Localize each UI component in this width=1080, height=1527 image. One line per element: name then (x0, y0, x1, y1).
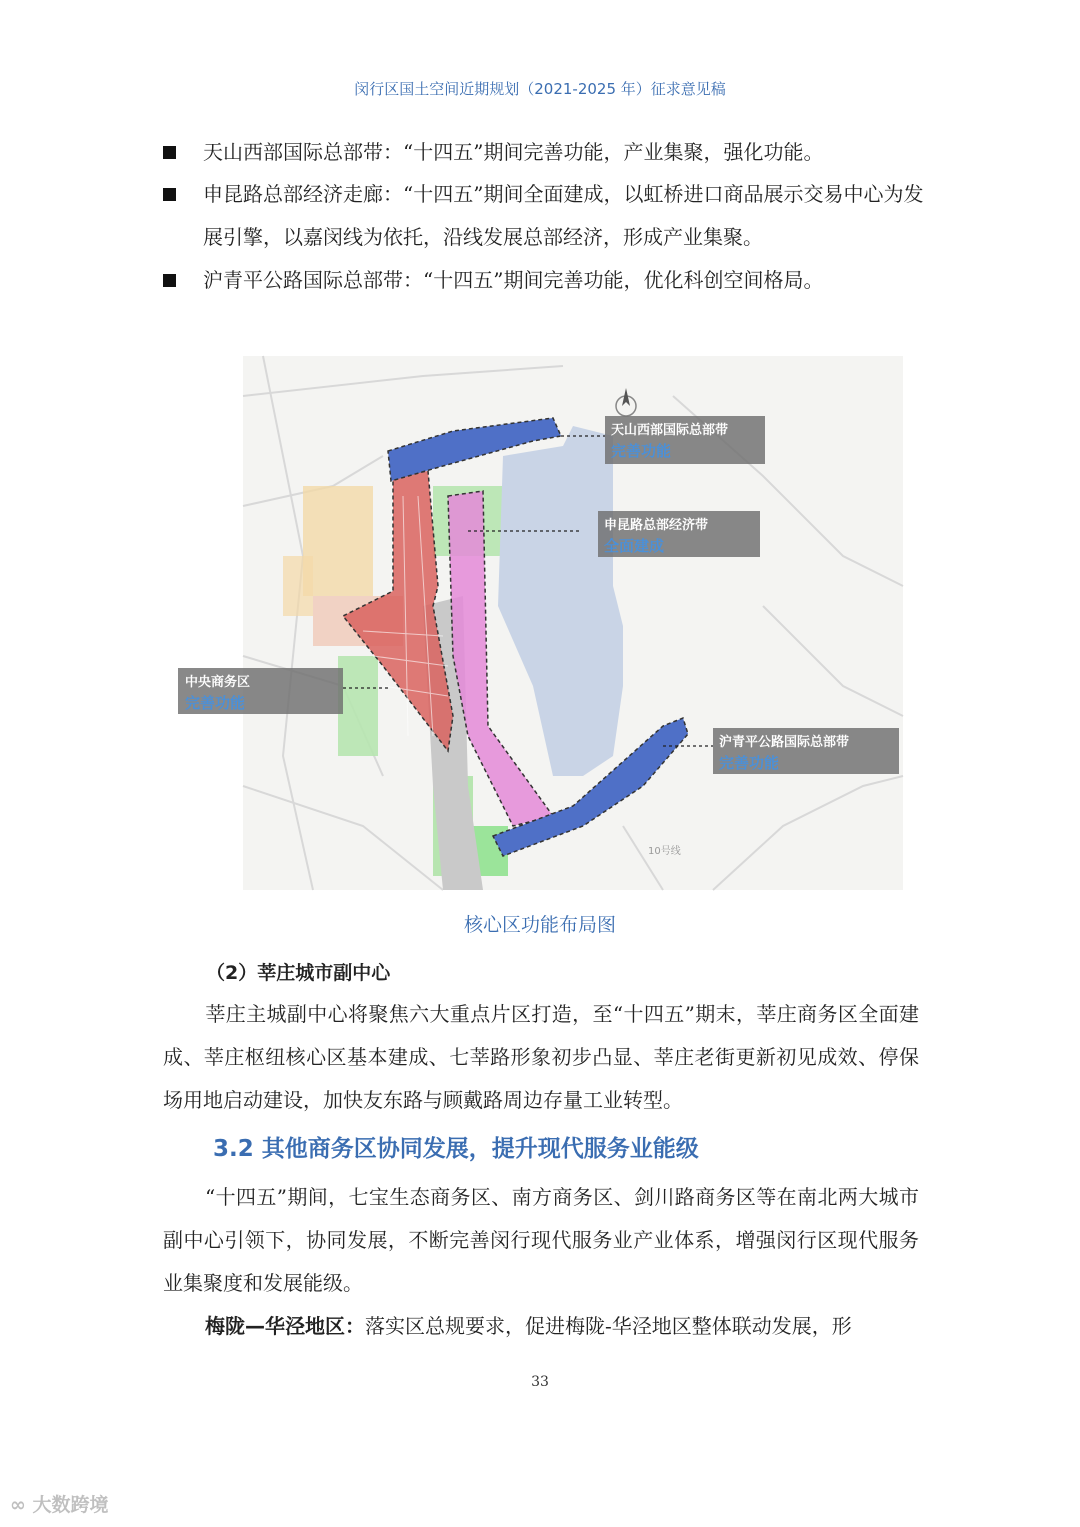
bullet-square-icon (163, 146, 176, 159)
map-label-status: 完善功能 (611, 442, 672, 460)
bullet-text: 申昆路总部经济走廊：“十四五”期间全面建成，以虹桥进口商品展示交易中心为发展引擎，以嘉闵线为依托，沿线发展总部经济，形成产业集聚。 (203, 182, 924, 249)
bullet-item (163, 173, 933, 259)
map-label-title: 中央商务区 (185, 675, 251, 690)
bullet-item (163, 131, 933, 174)
map-svg (185, 356, 903, 890)
section-heading: 3.2 其他商务区协同发展，提升现代服务业能级 (213, 1136, 699, 1162)
map-label-huqingping (713, 728, 899, 774)
map-label-tianshan (605, 416, 765, 464)
map-label-title: 申昆路总部经济带 (604, 518, 709, 533)
map-label-shenkun (598, 511, 760, 557)
watermark-logo-icon: ∞ (10, 1494, 33, 1516)
map-label-status: 完善功能 (185, 694, 246, 712)
map-label-title: 沪青平公路国际总部带 (719, 735, 850, 750)
paragraph-lead: 梅陇—华泾地区： (205, 1314, 365, 1338)
paragraph (163, 1305, 919, 1348)
page-header: 闵行区国土空间近期规划（2021-2025 年）征求意见稿 (354, 80, 726, 98)
bullet-text: 沪青平公路国际总部带：“十四五”期间完善功能，优化科创空间格局。 (203, 268, 824, 292)
paragraph-text: “十四五”期间，七宝生态商务区、南方商务区、剑川路商务区等在南北两大城市副中心引领下，协同发展，不断完善闵行现代服务业产业体系，增强闵行区现代服务业集聚度和发展能级。 (163, 1185, 919, 1295)
page-number: 33 (531, 1374, 549, 1390)
bullet-text: 天山西部国际总部带：“十四五”期间完善功能，产业集聚，强化功能。 (203, 140, 824, 164)
figure-caption: 核心区功能布局图 (463, 914, 616, 936)
core-area-map (185, 356, 903, 890)
watermark-text: 大数跨境 (32, 1494, 109, 1516)
map-label-title: 天山西部国际总部带 (611, 423, 729, 438)
bullet-item (163, 259, 933, 302)
bullet-square-icon (163, 188, 176, 201)
map-label-status: 全面建成 (604, 537, 665, 555)
metro-line-label: 10号线 (648, 846, 681, 857)
map-label-cbd (178, 668, 343, 714)
paragraph (163, 993, 919, 1122)
map-label-status: 完善功能 (719, 754, 780, 772)
subsection-heading: （2）莘庄城市副中心 (206, 962, 391, 984)
paragraph-text: 落实区总规要求，促进梅陇-华泾地区整体联动发展，形 (365, 1314, 852, 1338)
watermark (10, 1490, 108, 1517)
paragraph (163, 1176, 919, 1305)
paragraph-text: 莘庄主城副中心将聚焦六大重点片区打造，至“十四五”期末，莘庄商务区全面建成、莘庄枢纽核心区基本建成、七莘路形象初步凸显、莘庄老街更新初见成效、停保场用地启动建设，加快友东路与顾戴路周边存量工业转型。 (163, 1002, 919, 1112)
bullet-square-icon (163, 274, 176, 287)
